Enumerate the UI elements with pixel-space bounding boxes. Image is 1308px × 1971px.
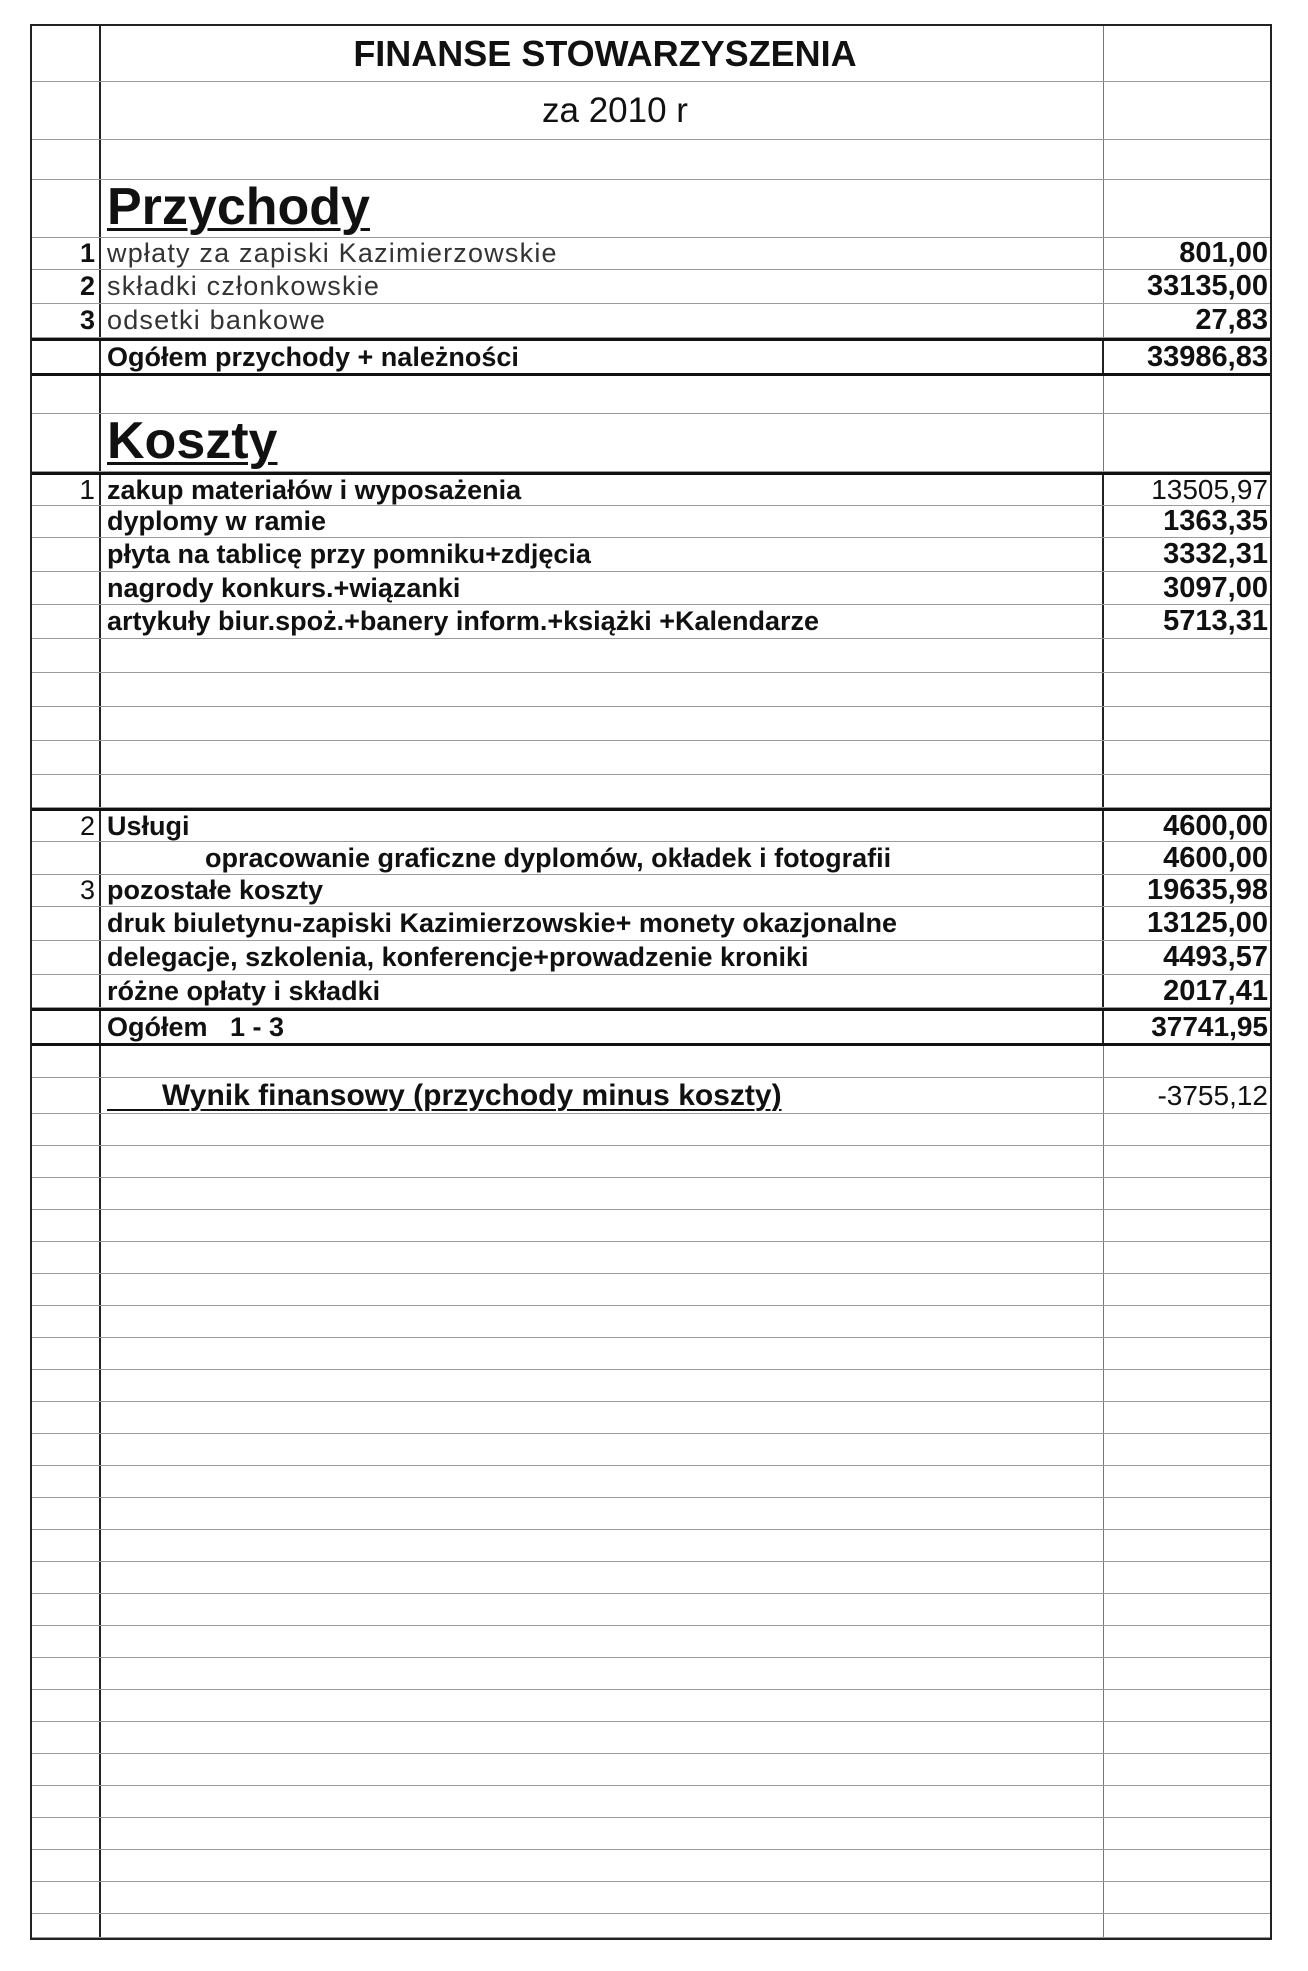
- empty-row: [32, 775, 1270, 808]
- cost-group-row: [32, 472, 1270, 506]
- cost-group-number: 1: [79, 475, 95, 505]
- income-item-value: 33135,00: [1147, 270, 1268, 302]
- cost-item-value: 2017,41: [1163, 975, 1268, 1007]
- result-value: -3755,12: [1157, 1079, 1268, 1111]
- empty-row: [32, 1402, 1270, 1434]
- cost-group-label: pozostałe koszty: [99, 875, 1104, 906]
- empty-row: [32, 741, 1270, 775]
- cost-group-label: Usługi: [99, 811, 1104, 841]
- cost-item-row: [32, 506, 1270, 538]
- empty-row: [32, 1722, 1270, 1754]
- cost-item-value: 3332,31: [1163, 538, 1268, 570]
- cost-item-row: [32, 907, 1270, 941]
- cost-item-label: druk biuletynu-zapiski Kazimierzowskie+ monety okazjonalne: [99, 907, 1104, 940]
- empty-row: [32, 1146, 1270, 1178]
- cost-item-row: [32, 605, 1270, 639]
- costs-heading: Koszty: [99, 414, 1104, 471]
- empty-row: [32, 1530, 1270, 1562]
- costs-total-label: Ogółem 1 - 3: [99, 1011, 1104, 1043]
- costs-total-row: [32, 1008, 1270, 1046]
- income-heading: Przychody: [99, 180, 1104, 237]
- title-row: [32, 26, 1270, 82]
- empty-row: [32, 707, 1270, 741]
- cost-item-label: opracowanie graficzne dyplomów, okładek i fotografii: [99, 842, 1104, 874]
- cost-group-row: [32, 875, 1270, 907]
- income-total-row: [32, 338, 1270, 376]
- empty-row: [32, 1434, 1270, 1466]
- cost-group-number: 2: [79, 811, 95, 841]
- cost-item-value: 4493,57: [1163, 941, 1268, 973]
- cost-item-label: artykuły biur.spoż.+banery inform.+książki +Kalendarze: [99, 605, 1104, 638]
- empty-row: [32, 1786, 1270, 1818]
- result-row: [32, 1078, 1270, 1114]
- cost-group-row: [32, 808, 1270, 842]
- cost-item-row: [32, 538, 1270, 572]
- income-total-label: Ogółem przychody + należności: [99, 341, 1104, 373]
- page-title: FINANSE STOWARZYSZENIA: [99, 26, 1104, 81]
- cost-item-row: [32, 572, 1270, 605]
- income-item-row: [32, 270, 1270, 304]
- income-item-row: [32, 238, 1270, 270]
- subtitle-row: [32, 82, 1270, 140]
- income-item-number: 3: [79, 305, 95, 335]
- empty-row: [32, 1498, 1270, 1530]
- cost-group-number: 3: [79, 875, 95, 905]
- empty-row: [32, 140, 1270, 180]
- cost-item-row: [32, 842, 1270, 875]
- cost-item-value: 1363,35: [1163, 506, 1268, 537]
- empty-row: [32, 1114, 1270, 1146]
- empty-row: [32, 1850, 1270, 1882]
- empty-row: [32, 1178, 1270, 1210]
- empty-row: [32, 1370, 1270, 1402]
- result-underline: [107, 1081, 162, 1111]
- cost-item-row: [32, 941, 1270, 975]
- income-item-row: [32, 304, 1270, 338]
- cost-item-label: płyta na tablicę przy pomniku+zdjęcia: [99, 538, 1104, 571]
- empty-row: [32, 1338, 1270, 1370]
- empty-row: [32, 1562, 1270, 1594]
- page-subtitle: za 2010 r: [542, 90, 688, 130]
- cost-group-value: 13505,97: [1151, 475, 1268, 505]
- empty-row: [32, 1306, 1270, 1338]
- empty-row: [32, 1466, 1270, 1498]
- income-item-number: 2: [79, 271, 95, 301]
- empty-row: [32, 1658, 1270, 1690]
- income-item-number: 1: [79, 238, 95, 268]
- costs-total-value: 37741,95: [1151, 1011, 1268, 1042]
- empty-row: [32, 639, 1270, 673]
- income-item-value: 27,83: [1195, 304, 1268, 336]
- cost-item-label: różne opłaty i składki: [99, 975, 1104, 1007]
- income-item-label: składki członkowskie: [99, 270, 1104, 303]
- empty-row: [32, 1046, 1270, 1078]
- income-item-label: wpłaty za zapiski Kazimierzowskie: [99, 238, 1104, 269]
- empty-row: [32, 376, 1270, 414]
- cost-group-label: zakup materiałów i wyposażenia: [99, 475, 1104, 505]
- cost-item-value: 13125,00: [1147, 907, 1268, 939]
- empty-row: [32, 1274, 1270, 1306]
- empty-row: [32, 673, 1270, 707]
- empty-row: [32, 1818, 1270, 1850]
- cost-group-value: 19635,98: [1147, 875, 1268, 906]
- empty-row: [32, 1626, 1270, 1658]
- empty-row: [32, 1914, 1270, 1938]
- cost-item-label: nagrody konkurs.+wiązanki: [99, 572, 1104, 604]
- empty-row: [32, 1690, 1270, 1722]
- result-label: Wynik finansowy (przychody minus koszty): [162, 1078, 782, 1112]
- empty-row: [32, 1210, 1270, 1242]
- cost-item-value: 5713,31: [1163, 605, 1268, 637]
- costs-heading-row: [32, 414, 1270, 472]
- income-heading-row: [32, 180, 1270, 238]
- finance-sheet: [30, 24, 1272, 1940]
- income-item-value: 801,00: [1179, 238, 1268, 269]
- empty-row: [32, 1594, 1270, 1626]
- cost-item-value: 4600,00: [1163, 842, 1268, 874]
- empty-row: [32, 1242, 1270, 1274]
- empty-row: [32, 1754, 1270, 1786]
- cost-item-label: delegacje, szkolenia, konferencje+prowadzenie kroniki: [99, 941, 1104, 974]
- cost-item-value: 3097,00: [1163, 572, 1268, 604]
- income-total-value: 33986,83: [1147, 341, 1268, 373]
- empty-row: [32, 1882, 1270, 1914]
- cost-item-label: dyplomy w ramie: [99, 506, 1104, 537]
- cost-group-value: 4600,00: [1163, 811, 1268, 841]
- cost-item-row: [32, 975, 1270, 1008]
- income-item-label: odsetki bankowe: [99, 304, 1104, 337]
